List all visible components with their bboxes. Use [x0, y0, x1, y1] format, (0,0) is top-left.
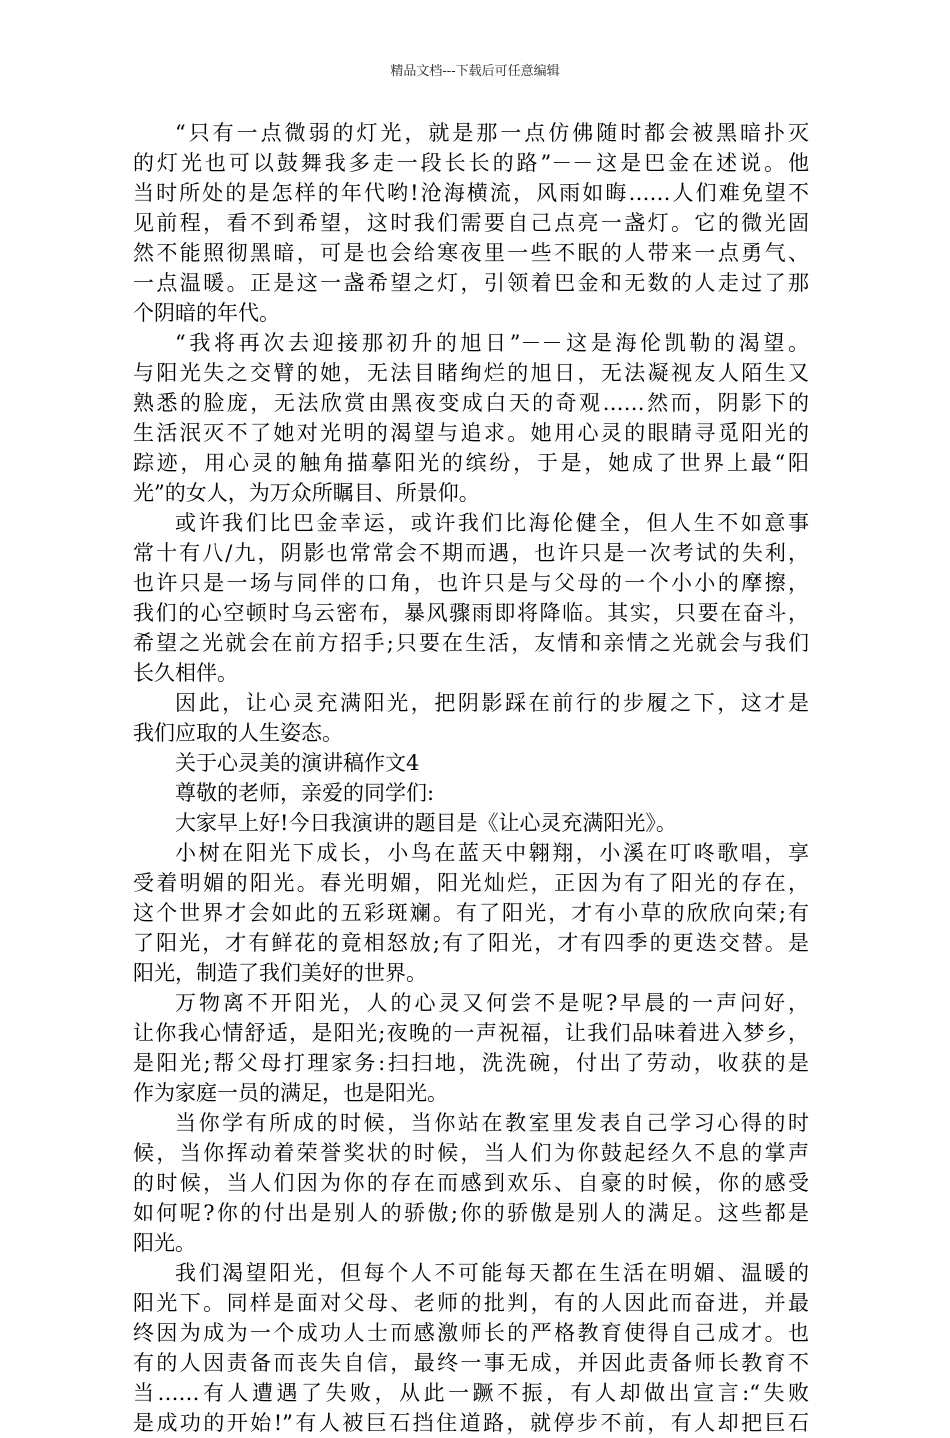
text-line: 光”的女人，为万众所瞩目、所景仰。 [133, 481, 480, 505]
text-line: 熟悉的脸庞，无法欣赏由黑夜变成白天的奇观……然而，阴影下的 [133, 391, 809, 415]
text-line: 然不能照彻黑暗，可是也会给寒夜里一些不眠的人带来一点勇气、 [133, 241, 809, 265]
text-line: 有的人因责备而丧失自信，最终一事无成，并因此责备师长教育不 [133, 1351, 809, 1375]
text-line: 当你学有所成的时候，当你站在教室里发表自己学习心得的时 [175, 1111, 809, 1135]
text-line: 作为家庭一员的满足，也是阳光。 [133, 1081, 448, 1105]
text-line: 受着明媚的阳光。春光明媚，阳光灿烂，正因为有了阳光的存在， [133, 871, 809, 895]
text-line: 常十有八/九，阴影也常常会不期而遇，也许只是一次考试的失利， [133, 541, 809, 565]
text-line: 阳光，制造了我们美好的世界。 [133, 961, 427, 985]
text-line: 生活泯灭不了她对光明的渴望与追求。她用心灵的眼睛寻觅阳光的 [133, 421, 809, 445]
text-line: 当时所处的是怎样的年代哟!沧海横流，风雨如晦……人们难免望不 [133, 181, 809, 205]
text-line: 我们应取的人生姿态。 [133, 721, 343, 745]
text-line: 也许只是一场与同伴的口角，也许只是与父母的一个小小的摩擦， [133, 571, 809, 595]
text-line: 希望之光就会在前方招手;只要在生活，友情和亲情之光就会与我们 [133, 631, 809, 655]
text-line: 了阳光，才有鲜花的竟相怒放;有了阳光，才有四季的更迭交替。是 [133, 931, 809, 955]
text-line: 终因为成为一个成功人士而感激师长的严格教育使得自己成才。也 [133, 1321, 809, 1345]
text-line: 个阴暗的年代。 [133, 301, 280, 325]
text-line: 大家早上好!今日我演讲的题目是《让心灵充满阳光》。 [175, 811, 677, 835]
text-line: 一点温暖。正是这一盏希望之灯，引领着巴金和无数的人走过了那 [133, 271, 809, 295]
text-line: 当……有人遭遇了失败，从此一蹶不振，有人却做出宣言:“失败 [133, 1381, 809, 1405]
text-line: 关于心灵美的演讲稿作文4 [175, 751, 420, 775]
text-line: 是成功的开始!”有人被巨石挡住道路，就停步不前，有人却把巨石 [133, 1411, 809, 1435]
text-line: 小树在阳光下成长，小鸟在蓝天中翱翔，小溪在叮咚歌唱，享 [175, 841, 809, 865]
text-line: 见前程，看不到希望，这时我们需要自己点亮一盏灯。它的微光固 [133, 211, 809, 235]
text-line: 我们渴望阳光，但每个人不可能每天都在生活在明媚、温暖的 [175, 1261, 809, 1285]
text-line: 这个世界才会如此的五彩斑斓。有了阳光，才有小草的欣欣向荣;有 [133, 901, 809, 925]
text-line: 的灯光也可以鼓舞我多走一段长长的路”－－这是巴金在述说。他 [133, 151, 809, 175]
text-line: “我将再次去迎接那初升的旭日”－－这是海伦凯勒的渴望。 [175, 331, 809, 355]
text-line: 阳光下。同样是面对父母、老师的批判，有的人因此而奋进，并最 [133, 1291, 809, 1315]
text-line: 的时候，当人们因为你的存在而感到欢乐、自豪的时候，你的感受 [133, 1171, 809, 1195]
text-line: 让你我心情舒适，是阳光;夜晚的一声祝福，让我们品味着进入梦乡， [133, 1021, 809, 1045]
text-line: 因此，让心灵充满阳光，把阴影踩在前行的步履之下，这才是 [175, 691, 809, 715]
text-line: 候，当你挥动着荣誉奖状的时候，当人们为你鼓起经久不息的掌声 [133, 1141, 809, 1165]
text-line: 我们的心空顿时乌云密布，暴风骤雨即将降临。其实，只要在奋斗， [133, 601, 809, 625]
text-line: 尊敬的老师，亲爱的同学们: [175, 781, 435, 805]
text-line: “只有一点微弱的灯光，就是那一点仿佛随时都会被黑暗扑灭 [175, 121, 809, 145]
text-line: 踪迹，用心灵的触角描摹阳光的缤纷，于是，她成了世界上最“阳 [133, 451, 809, 475]
text-line: 万物离不开阳光，人的心灵又何尝不是呢?早晨的一声问好， [175, 991, 809, 1015]
page-header: 精品文档---下载后可任意编辑 [390, 64, 560, 79]
text-line: 是阳光;帮父母打理家务:扫扫地，洗洗碗，付出了劳动，收获的是 [133, 1051, 809, 1075]
text-line: 与阳光失之交臂的她，无法目睹绚烂的旭日，无法凝视友人陌生又 [133, 361, 809, 385]
text-line: 如何呢?你的付出是别人的骄傲;你的骄傲是别人的满足。这些都是 [133, 1201, 809, 1225]
text-line: 或许我们比巴金幸运，或许我们比海伦健全，但人生不如意事 [175, 511, 809, 535]
document-body [133, 118, 809, 1438]
text-line: 阳光。 [133, 1231, 196, 1255]
text-line: 长久相伴。 [133, 661, 238, 685]
